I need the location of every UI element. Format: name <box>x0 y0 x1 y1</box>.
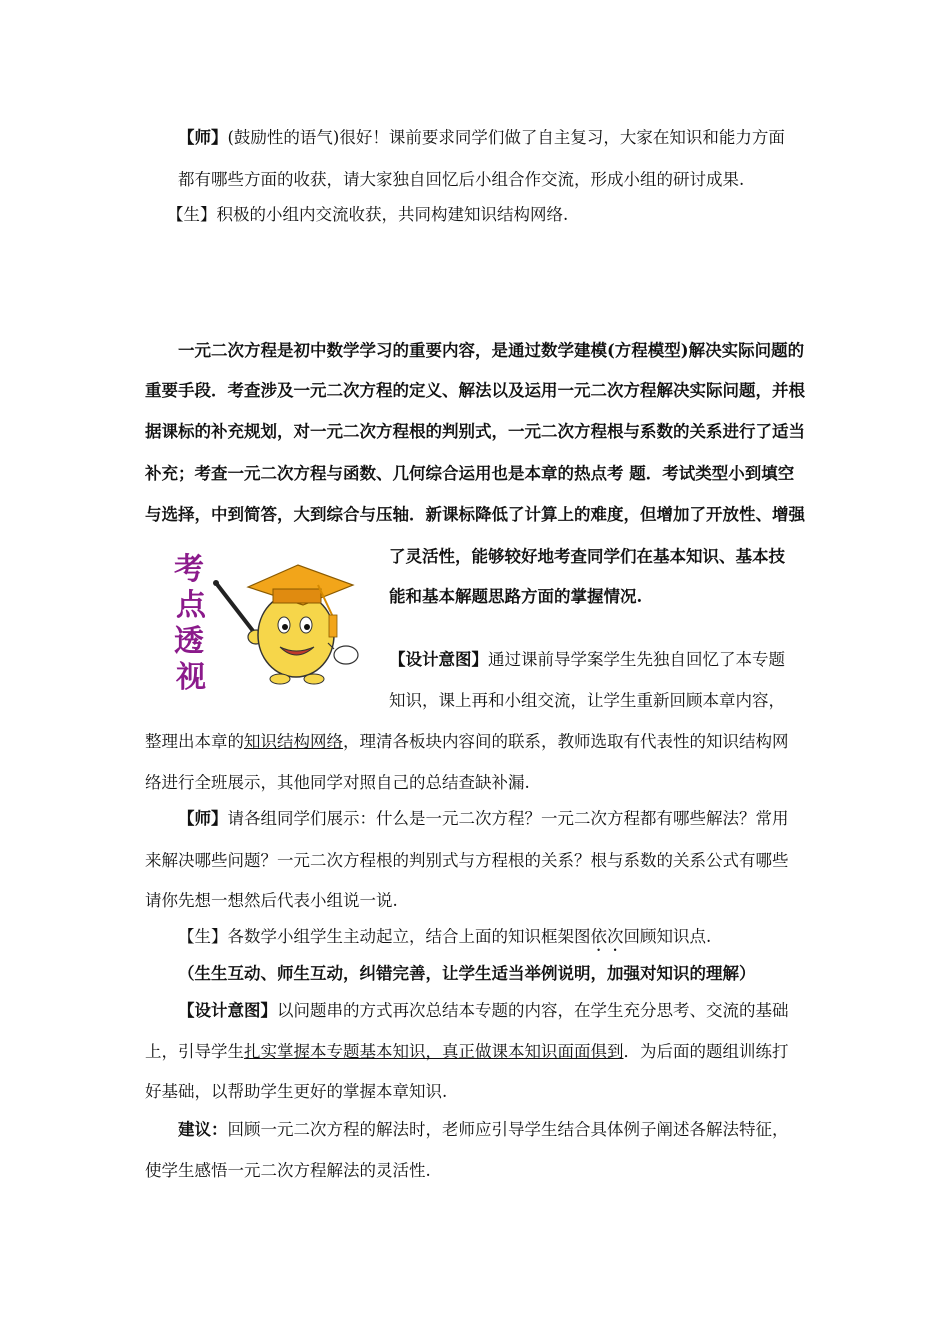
teacher2-line-3: 请你先想一想然后代表小组说一说. <box>145 891 398 910</box>
student-line-1 <box>167 203 568 227</box>
teacher-line-1 <box>178 126 785 150</box>
intro-line-4: 补充；考查一元二次方程与函数、几何综合运用也是本章的热点考 题．考试类型小到填空 <box>145 464 795 483</box>
teacher-text-1: (鼓励性的语气)很好！课前要求同学们做了自主复习，大家在知识和能力方面 <box>227 128 785 147</box>
intro-line-1: 一元二次方程是初中数学学习的重要内容，是通过数学建模(方程模型)解决实际问题的 <box>178 341 805 360</box>
intro-line-7: 能和基本解题思路方面的掌握情况. <box>389 587 643 606</box>
design-intent-1-line-3 <box>145 730 789 754</box>
design-intent-2-post: ．为后面的题组训练打 <box>623 1042 789 1061</box>
student2-dotted: 依次 <box>590 927 624 946</box>
design-intent-2-text-1: 以问题串的方式再次总结本专题的内容，在学生充分思考、交流的基础 <box>277 1001 789 1020</box>
intro-line-6: 了灵活性，能够较好地考查同学们在基本知识、基本技 <box>389 547 785 566</box>
student2-line <box>178 925 711 955</box>
interaction-note: （生生互动、师生互动，纠错完善，让学生适当举例说明，加强对知识的理解） <box>178 964 756 983</box>
design-intent-1-post: ，理清各板块内容间的联系，教师选取有代表性的知识结构网 <box>343 732 789 751</box>
design-intent-2-underlined: 扎实掌握本专题基本知识，真正做课本知识面面俱到 <box>244 1042 624 1061</box>
design-intent-2-tag: 【设计意图】 <box>178 1001 277 1020</box>
intro-line-3: 据课标的补充规划，对一元二次方程根的判别式，一元二次方程根与系数的关系进行了适当 <box>145 422 805 441</box>
student2-pre: 各数学小组学生主动起立，结合上面的知识框架图 <box>227 927 591 946</box>
suggestion-line-2: 使学生感悟一元二次方程解法的灵活性. <box>145 1161 431 1180</box>
design-intent-1-text-1: 通过课前导学案学生先独自回忆了本专题 <box>488 650 785 669</box>
mascot-char-3: 透 <box>174 624 204 659</box>
design-intent-1-line-2: 知识，课上再和小组交流，让学生重新回顾本章内容， <box>389 691 785 710</box>
design-intent-1-line-1 <box>389 648 785 672</box>
teacher2-tag: 【师】 <box>178 809 228 828</box>
design-intent-2-line-1 <box>178 999 789 1023</box>
student2-tag: 【生】 <box>178 927 228 946</box>
student-tag: 【生】 <box>167 205 217 224</box>
teacher-tag: 【师】 <box>178 128 228 147</box>
student-text-1: 积极的小组内交流收获，共同构建知识结构网络. <box>216 205 569 224</box>
design-intent-2-line-2 <box>145 1040 789 1064</box>
intro-line-5: 与选择，中到简答，大到综合与压轴．新课标降低了计算上的难度，但增加了开放性、增强 <box>145 505 805 524</box>
teacher-line-2: 都有哪些方面的收获，请大家独自回忆后小组合作交流，形成小组的研讨成果. <box>178 170 745 189</box>
student2-post: 回顾知识点. <box>623 927 712 946</box>
intro-line-2: 重要手段．考查涉及一元二次方程的定义、解法以及运用一元二次方程解决实际问题，并根 <box>145 381 805 400</box>
design-intent-2-line-3: 好基础，以帮助学生更好的掌握本章知识. <box>145 1082 448 1101</box>
design-intent-2-pre: 上，引导学生 <box>145 1042 244 1061</box>
suggestion-text-1: 回顾一元二次方程的解法时，老师应引导学生结合具体例子阐述各解法特征， <box>227 1120 789 1139</box>
suggestion-line-1 <box>178 1118 789 1142</box>
design-intent-1-line-4: 络进行全班展示，其他同学对照自己的总结查缺补漏. <box>145 773 530 792</box>
mascot-char-4: 视 <box>176 660 206 695</box>
design-intent-1-pre: 整理出本章的 <box>145 732 244 751</box>
teacher2-line-2: 来解决哪些问题？一元二次方程根的判别式与方程根的关系？根与系数的关系公式有哪些 <box>145 851 789 870</box>
mascot-char-2: 点 <box>176 588 206 623</box>
teacher2-text-1: 请各组同学们展示：什么是一元二次方程？一元二次方程都有哪些解法？常用 <box>227 809 789 828</box>
teacher-mascot-icon <box>168 545 383 695</box>
mascot-char-1: 考 <box>174 552 204 587</box>
suggestion-tag: 建议： <box>178 1120 228 1139</box>
knowledge-network-underlined: 知识结构网络 <box>244 732 343 751</box>
design-intent-tag: 【设计意图】 <box>389 650 488 669</box>
teacher2-line-1 <box>178 807 789 831</box>
